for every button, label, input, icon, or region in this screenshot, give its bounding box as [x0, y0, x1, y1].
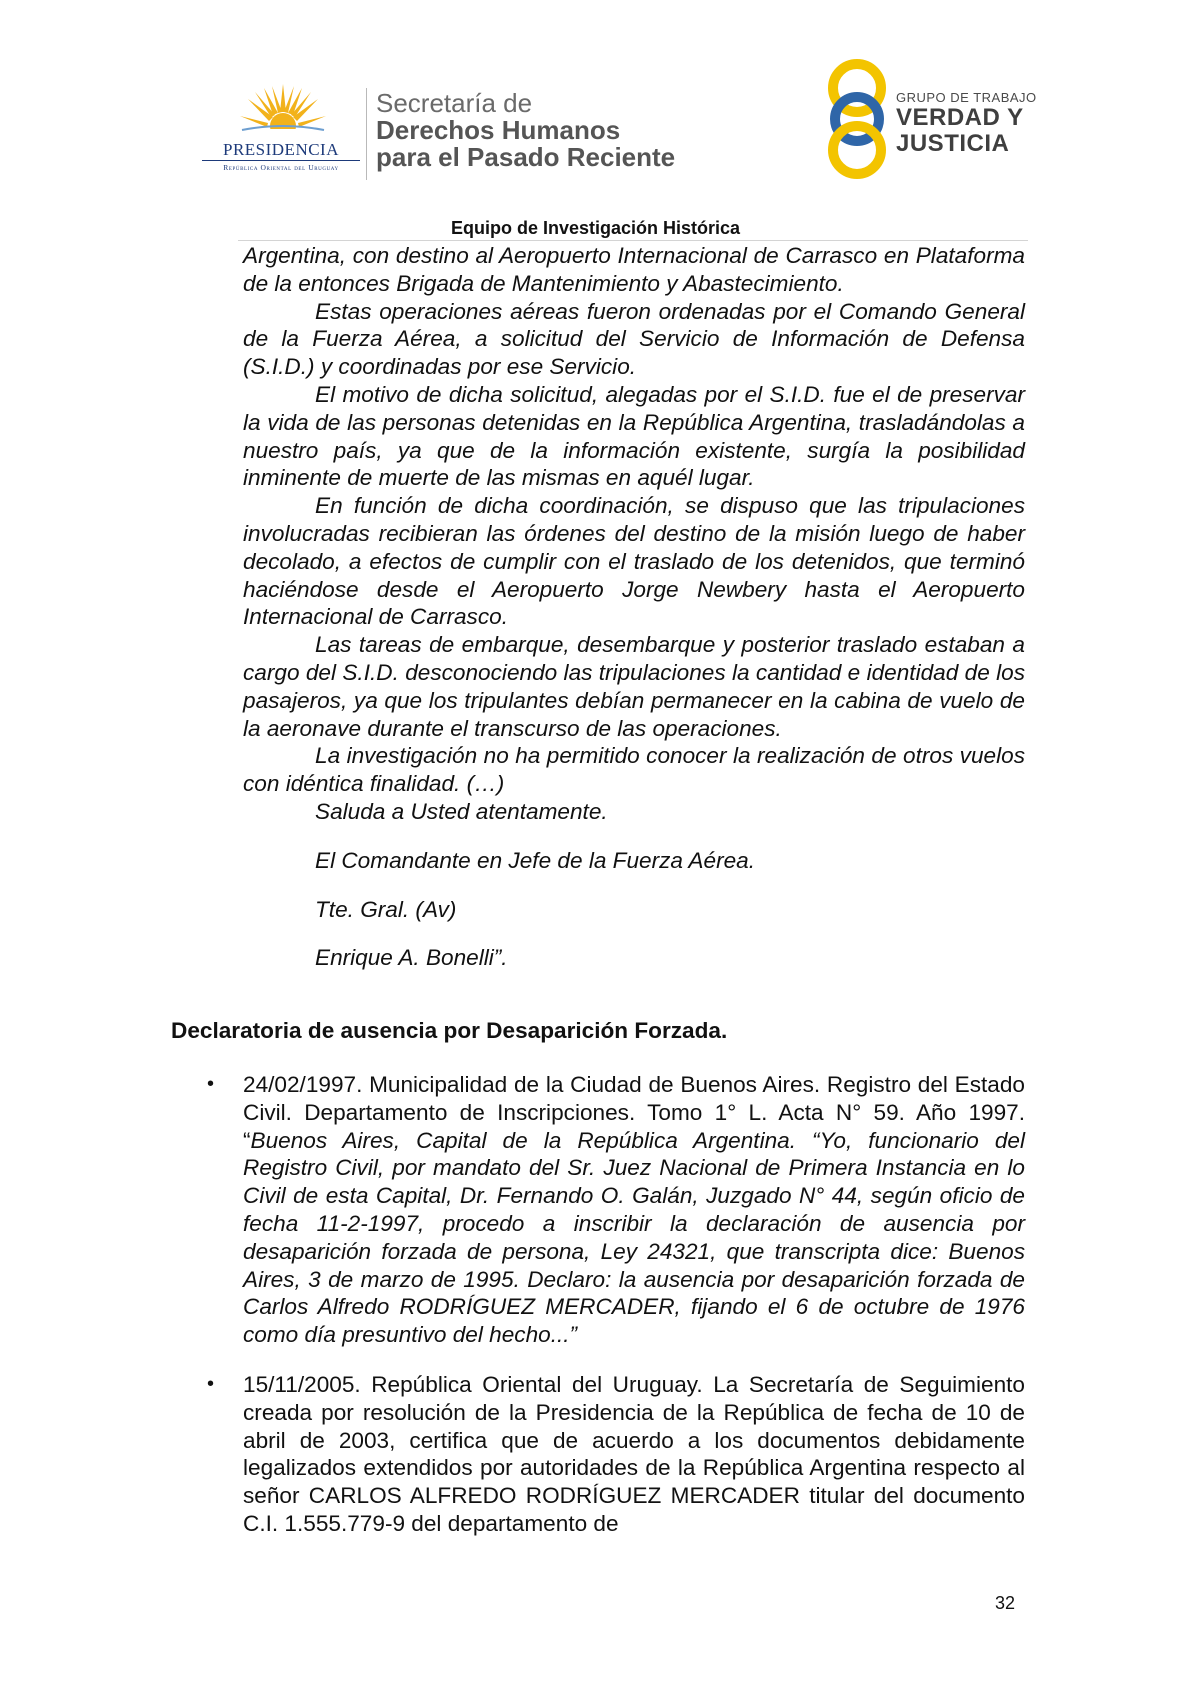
list-item — [207, 1071, 1025, 1349]
bullet-1-italic-text: Buenos Aires, Capital de la República Argentina. “Yo, funcionario del Registro Civil, por mandato del Sr. Juez Nacional de Primera Instancia en lo Civil de esta Capital, Dr. Fernando O. Galán, Juzgado N° 44, según oficio de fecha 11-2-1997, procedo a inscribir la declaración de ausencia por desaparición forzada de persona, Ley 24321, que transcripta dice: Buenos Aires, 3 de marzo de 1995. Declaro: la ausencia por desaparición forzada de Carlos Alfredo RODRÍGUEZ MERCADER, fijando el 6 de octubre de 1976 como día presuntivo del hecho...” — [243, 1127, 1025, 1348]
bullet-list — [207, 1071, 1025, 1538]
page-number: 32 — [995, 1593, 1016, 1613]
bullet-2-text: 15/11/2005. República Oriental del Uruguay. La Secretaría de Seguimiento creada por resolución de la Presidencia de la República de fecha de 10 de abril de 2003, certifica que de acuerdo a los documentos debidamente legalizados extendidos por autoridades de la República Argentina respecto al señor CARLOS ALFREDO RODRÍGUEZ MERCADER titular del documento C.I. 1.555.779-9 del departamento de — [243, 1371, 1025, 1536]
letter-paragraph-4: En función de dicha coordinación, se dispuso que las tripulaciones involucradas recibieran las órdenes del destino de la misión luego de haber decolado, a efectos de cumplir con el traslado de los detenidos, que terminó haciéndose desde el Aeropuerto Jorge Newbery hasta el Aeropuerto Internacional de Carrasco. — [243, 493, 1025, 630]
bullet-1-plain-text: 24/02/1997. Municipalidad de la Ciudad de Buenos Aires. Registro del Estado Civil. Departamento de Inscripciones. Tomo 1° L. Acta N° 59. Año 1997. “ — [243, 1072, 1025, 1153]
letter-paragraph-1: Argentina, con destino al Aeropuerto Internacional de Carrasco en Plataforma de la entonces Brigada de Mantenimiento y Abastecimiento. — [243, 243, 1025, 296]
letter-paragraph-6: La investigación no ha permitido conocer la realización de otros vuelos con idéntica finalidad. (…) — [243, 743, 1025, 797]
interlocking-rings-icon — [822, 58, 892, 180]
header-divider — [366, 88, 367, 180]
team-heading: Equipo de Investigación Histórica — [450, 218, 741, 238]
letter-paragraph-3: El motivo de dicha solicitud, alegadas por el S.I.D. fue el de preservar la vida de las personas detenidas en la República Argentina, trasladándolas a nuestro país, ya que de la información existente, surgía la posibilidad inminente de muerte de las mismas en aquél lugar. — [243, 381, 1025, 491]
header-rule — [238, 240, 1028, 241]
secretaria-line-1: Secretaría de — [376, 88, 533, 118]
secretaria-line-3: para el Pasado Reciente — [376, 142, 676, 172]
letter-closing: Saluda a Usted atentamente. — [315, 798, 608, 824]
secretaria-line-2: Derechos Humanos — [376, 115, 621, 145]
gtvj-line-1: GRUPO DE TRABAJO — [896, 90, 1037, 105]
sun-emblem-icon — [238, 82, 328, 138]
gtvj-logo-text — [896, 90, 1037, 157]
signer-rank: Tte. Gral. (Av) — [315, 896, 457, 922]
signer-title: El Comandante en Jefe de la Fuerza Aérea. — [315, 847, 756, 873]
section-title: Declaratoria de ausencia por Desaparición Forzada. — [171, 1018, 728, 1043]
presidencia-name: PRESIDENCIA — [222, 140, 339, 159]
presidencia-logo — [196, 82, 366, 182]
secretaria-logo-text — [376, 90, 675, 171]
list-item — [207, 1371, 1025, 1538]
presidencia-subtitle: República Oriental del Uruguay — [223, 163, 339, 172]
bullet-dot-icon: • — [207, 1372, 215, 1395]
bullet-dot-icon: • — [207, 1073, 215, 1095]
letter-paragraph-5: Las tareas de embarque, desembarque y posterior traslado estaban a cargo del S.I.D. desconociendo las tripulaciones la cantidad e identidad de los pasajeros, ya que los tripulantes debían permanecer en la cabina de vuelo de la aeronave durante el transcurso de las operaciones. — [243, 632, 1025, 741]
presidencia-rule — [202, 160, 360, 161]
letter-body — [243, 242, 1025, 972]
gtvj-line-2: VERDAD Y — [896, 104, 1024, 131]
letter-paragraph-2: Estas operaciones aéreas fueron ordenadas por el Comando General de la Fuerza Aérea, a solicitud del Servicio de Información de Defensa (S.I.D.) y coordinadas por ese Servicio. — [243, 298, 1025, 380]
signer-name: Enrique A. Bonelli”. — [315, 945, 508, 971]
gtvj-line-3: JUSTICIA — [896, 130, 1010, 157]
